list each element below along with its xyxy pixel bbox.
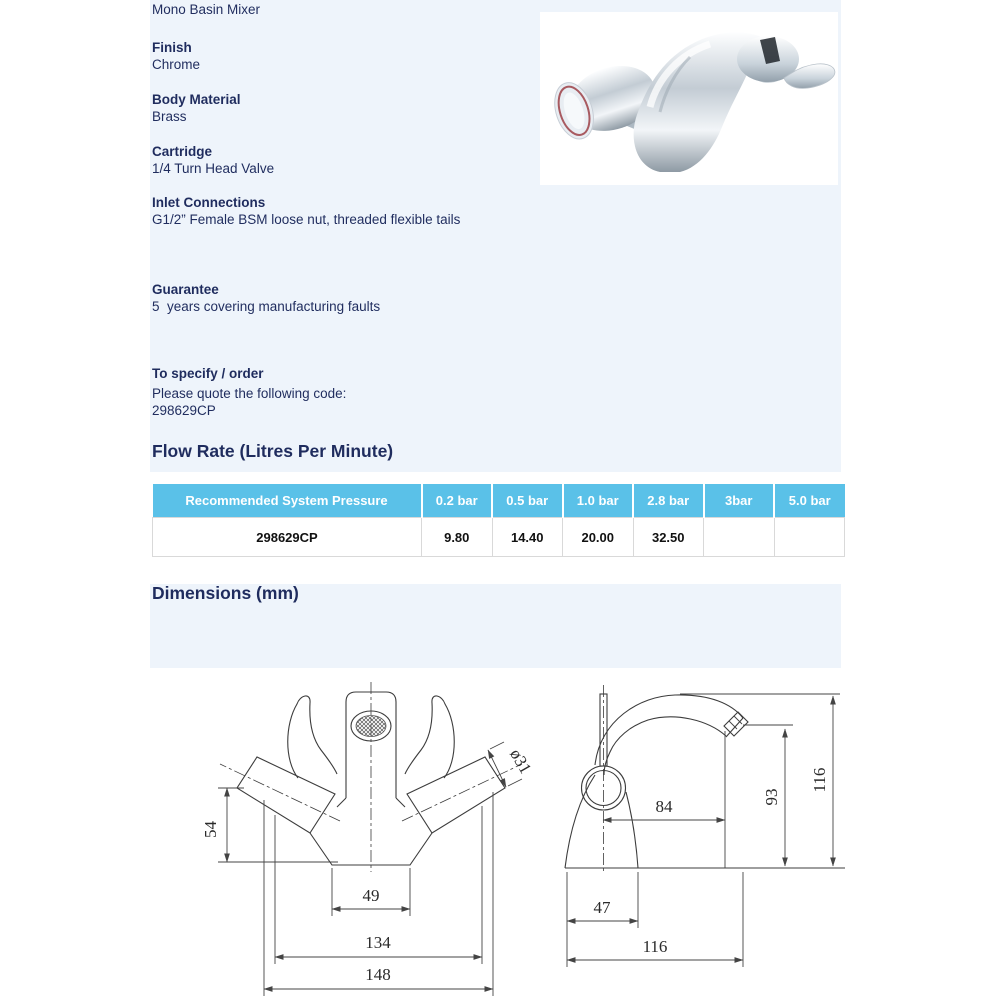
col-header-3bar: 3bar	[704, 484, 775, 518]
cell-product-code: 298629CP	[153, 518, 422, 557]
side-view-outline	[565, 685, 845, 872]
dimensions-heading: Dimensions (mm)	[152, 583, 299, 603]
cell-flow-05: 14.40	[492, 518, 563, 557]
spec-inlet-connections	[152, 194, 460, 228]
spec-value: 5 years covering manufacturing faults	[152, 299, 381, 314]
col-header-10bar: 1.0 bar	[563, 484, 634, 518]
col-header-pressure: Recommended System Pressure	[153, 484, 422, 518]
cell-flow-02: 9.80	[422, 518, 493, 557]
spec-label: Body Material	[152, 92, 241, 107]
cell-flow-3	[704, 518, 775, 557]
col-header-02bar: 0.2 bar	[422, 484, 493, 518]
chrome-mixer-photo-illustration	[540, 12, 838, 185]
spec-label: Guarantee	[152, 282, 219, 297]
spec-finish	[152, 39, 200, 73]
faucet-body-photo	[547, 32, 834, 172]
dimension-label-93: 93	[762, 788, 781, 806]
table-row	[153, 518, 845, 557]
dimension-label-49: 49	[362, 886, 380, 905]
spec-label: Finish	[152, 40, 192, 55]
flow-rate-table	[152, 484, 845, 557]
product-title-text: Mono Basin Mixer	[152, 2, 261, 17]
spec-label: Inlet Connections	[152, 195, 266, 210]
spec-guarantee	[152, 281, 380, 315]
dimension-label-116-right: 116	[810, 767, 829, 793]
product-photo	[540, 12, 838, 185]
dimension-label-dia31: ø31	[506, 745, 536, 778]
order-label: To specify / order	[152, 366, 264, 381]
col-header-50bar: 5.0 bar	[774, 484, 845, 518]
side-view-dimensions	[567, 694, 840, 967]
col-header-28bar: 2.8 bar	[633, 484, 704, 518]
cell-flow-10: 20.00	[563, 518, 634, 557]
order-instruction: Please quote the following code:	[152, 386, 347, 401]
dimension-label-84: 84	[655, 797, 673, 816]
product-title	[152, 1, 260, 18]
flow-rate-heading: Flow Rate (Litres Per Minute)	[152, 441, 394, 461]
dimension-label-54: 54	[201, 821, 220, 838]
spec-value: 1/4 Turn Head Valve	[152, 161, 275, 176]
front-view-outline	[220, 682, 522, 872]
cell-flow-28: 32.50	[633, 518, 704, 557]
spec-value: G1/2” Female BSM loose nut, threaded flexible tails	[152, 212, 461, 227]
front-view-dimensions	[201, 742, 535, 996]
dimension-label-148: 148	[365, 965, 391, 984]
order-code: 298629CP	[152, 403, 216, 418]
side-view-drawing	[540, 680, 970, 1000]
dimension-label-134: 134	[365, 933, 391, 952]
spec-label: Cartridge	[152, 144, 213, 159]
front-view-drawing	[180, 680, 540, 1000]
col-header-05bar: 0.5 bar	[492, 484, 563, 518]
dimension-label-47: 47	[593, 898, 611, 917]
spec-value: Chrome	[152, 57, 201, 72]
cell-flow-50	[774, 518, 845, 557]
spec-value: Brass	[152, 109, 187, 124]
dimension-label-116-bottom: 116	[642, 937, 668, 956]
spec-body-material	[152, 91, 241, 125]
spec-cartridge	[152, 143, 274, 177]
order-info	[152, 365, 346, 419]
flow-rate-header-row	[153, 484, 845, 518]
